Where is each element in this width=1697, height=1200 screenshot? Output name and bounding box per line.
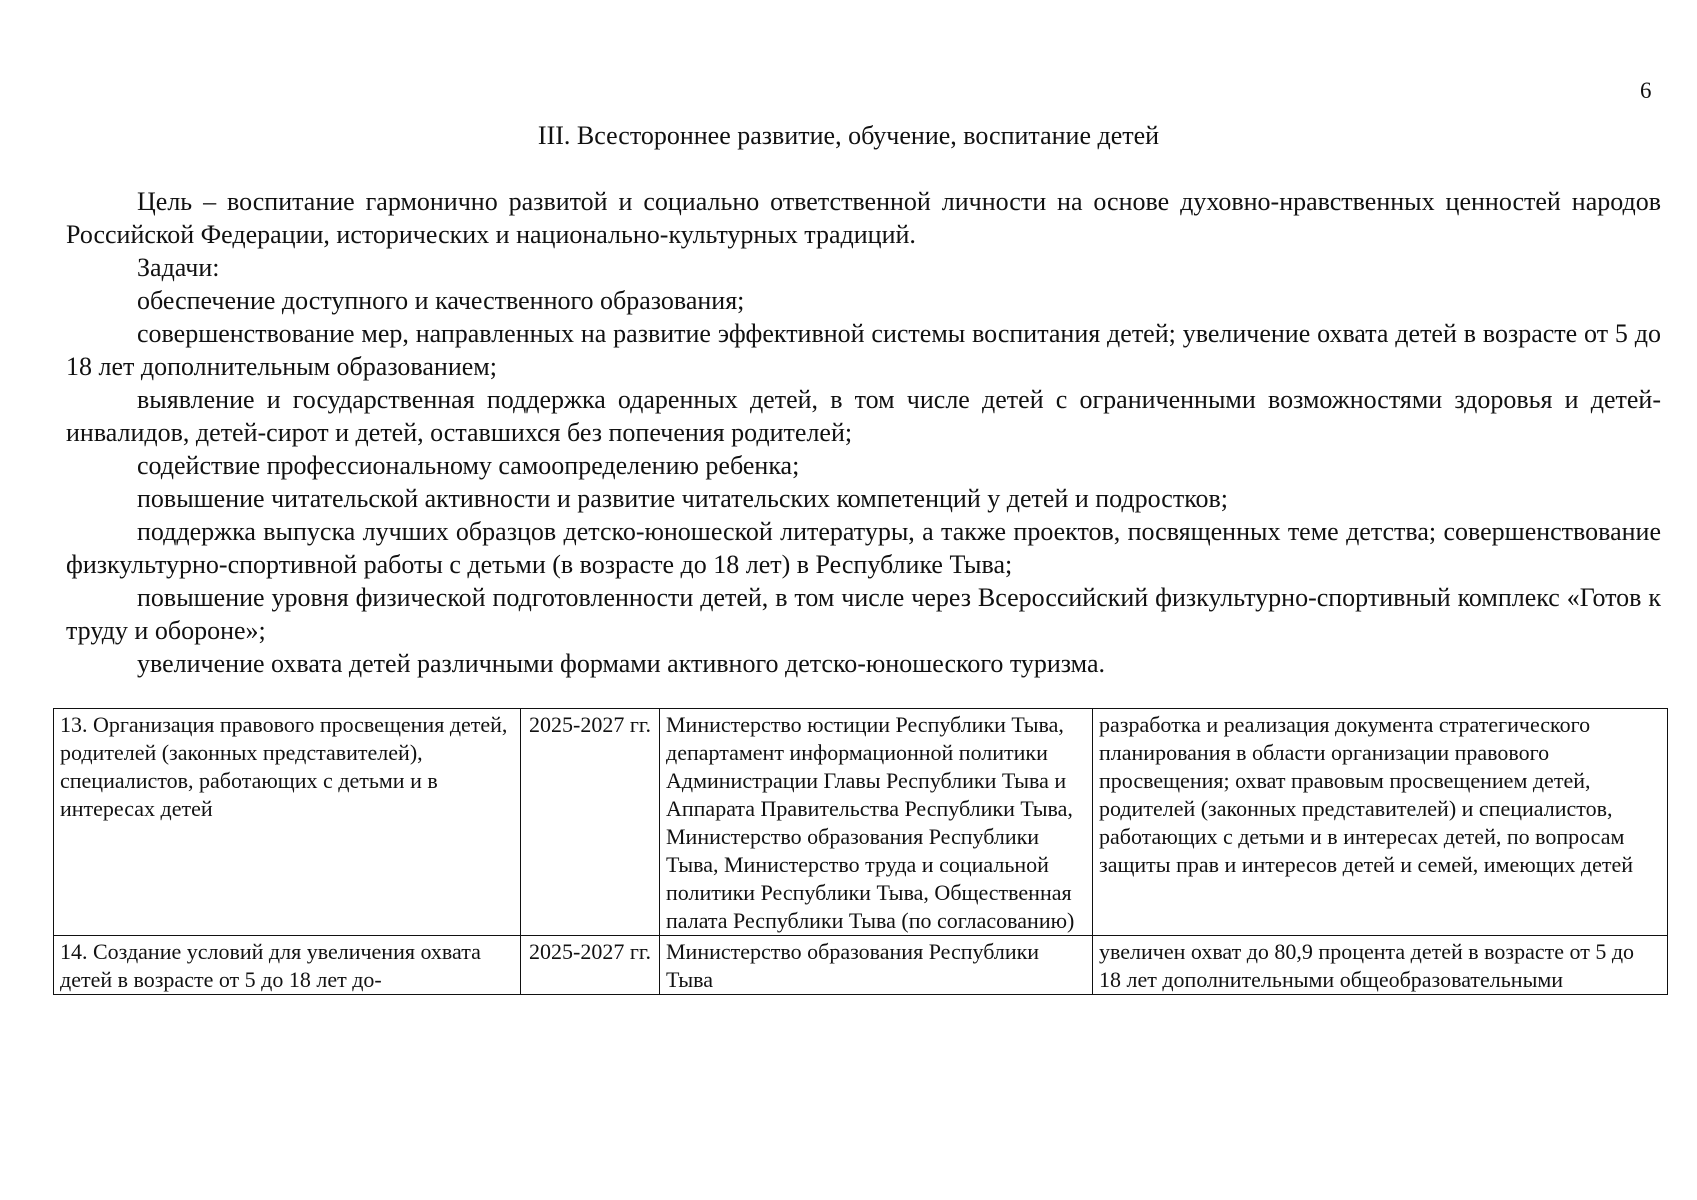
result-cell: увеличен охват до 80,9 процента детей в возрасте от 5 до 18 лет дополнительными общеобразовательными [1093,936,1668,995]
section-heading: III. Всестороннее развитие, обучение, воспитание детей [537,121,1160,150]
table-row [54,936,1668,995]
activity-cell: 13. Организация правового просвещения детей, родителей (законных представителей), специалистов, работающих с детьми и в интересах детей [54,709,521,936]
task-item: содействие профессиональному самоопределению ребенка; [137,451,800,480]
tasks-label: Задачи: [137,253,220,282]
page-number: 6 [1640,78,1652,103]
goal-paragraph: Цель – воспитание гармонично развитой и социально ответственной личности на основе духовно-нравственных ценностей народов Российской Федерации, исторических и национально-культурных традиций. [66,187,1661,249]
executors-cell: Министерство образования Республики Тыва [660,936,1093,995]
section-intro [66,185,1661,680]
measures-table [53,708,1668,995]
activity-cell: 14. Создание условий для увеличения охвата детей в возрасте от 5 до 18 лет до- [54,936,521,995]
task-item: увеличение охвата детей различными формами активного детско-юношеского туризма. [137,649,1105,678]
table-row [54,709,1668,936]
task-item: обеспечение доступного и качественного образования; [137,286,745,315]
task-item: поддержка выпуска лучших образцов детско-юношеской литературы, а также проектов, посвященных теме детства; совершенствование физкультурно-спортивной работы с детьми (в возрасте до 18 лет) в Республике Тыва; [66,517,1661,579]
executors-cell: Министерство юстиции Республики Тыва, департамент информационной политики Администрации Главы Республики Тыва и Аппарата Правительства Республики Тыва, Министерство образования Республики Тыва, Министерство труда и социальной политики Республики Тыва, Общественная палата Республики Тыва (по согласованию) [660,709,1093,936]
task-item: совершенствование мер, направленных на развитие эффективной системы воспитания детей; увеличение охвата детей в возрасте от 5 до 18 лет дополнительным образованием; [66,319,1661,381]
period-cell: 2025-2027 гг. [521,936,660,995]
task-item: повышение уровня физической подготовленности детей, в том числе через Всероссийский физкультурно-спортивный комплекс «Готов к труду и обороне»; [66,583,1661,645]
result-cell: разработка и реализация документа стратегического планирования в области организации правового просвещения; охват правовым просвещением детей, родителей (законных представителей) и специалистов, работающих с детьми и в интересах детей, по вопросам защиты прав и интересов детей и семей, имеющих детей [1093,709,1668,936]
task-item: повышение читательской активности и развитие читательских компетенций у детей и подростков; [137,484,1229,513]
period-cell: 2025-2027 гг. [521,709,660,936]
task-item: выявление и государственная поддержка одаренных детей, в том числе детей с ограниченными возможностями здоровья и детей-инвалидов, детей-сирот и детей, оставшихся без попечения родителей; [66,385,1661,447]
